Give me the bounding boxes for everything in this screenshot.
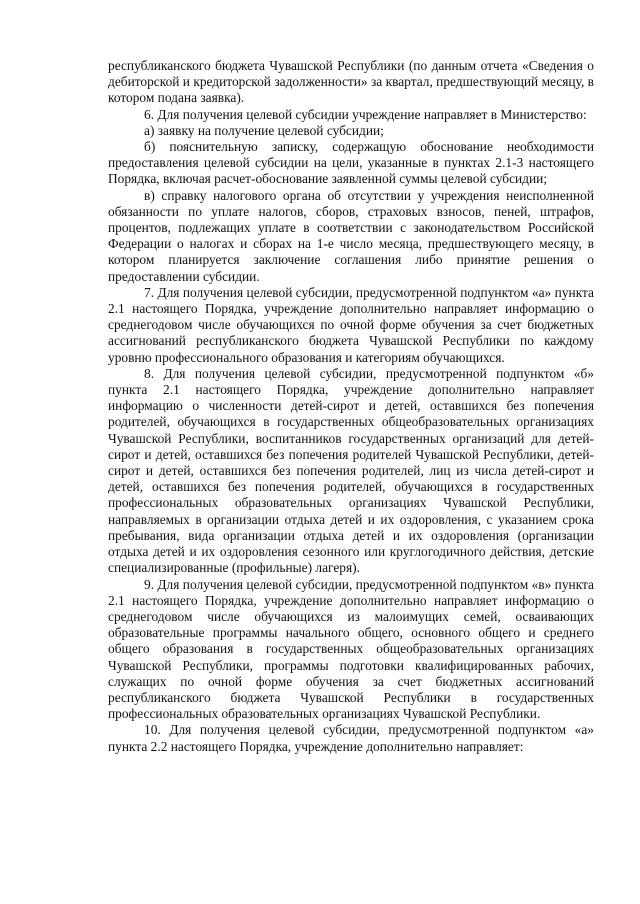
paragraph-item-9: 9. Для получения целевой субсидии, предусмотренной подпунктом «в» пункта 2.1 настоящего Порядка, учреждение дополнительно направляет информацию о среднегодовом числе обучающихся из малоимущих семей, осваивающих образовательные программы начального общего, основного общего и среднего общего образования в государственных общеобразовательных организациях Чувашской Республики, программы подготовки квалифицированных рабочих, служащих по очной форме обучения за счет бюджетных ассигнований республиканского бюджета Чувашской Республики в государственных профессиональных образовательных организациях Чувашской Республики. — [108, 576, 594, 722]
paragraph-subitem-v: в) справку налогового органа об отсутствии у учреждения неисполненной обязанности по уплате налогов, сборов, страховых взносов, пеней, штрафов, процентов, подлежащих уплате в соответствии с законодательством Российской Федерации о налогах и сборах на 1-е число месяца, предшествующего месяцу, в котором планируется заключение соглашения либо принятие решения о предоставлении субсидии. — [108, 187, 594, 284]
paragraph-item-10: 10. Для получения целевой субсидии, предусмотренной подпунктом «а» пункта 2.2 настоящего Порядка, учреждение дополнительно направляет: — [108, 722, 594, 754]
paragraph-subitem-a: а) заявку на получение целевой субсидии; — [144, 122, 384, 138]
paragraph-item-8: 8. Для получения целевой субсидии, предусмотренной подпунктом «б» пункта 2.1 настоящего Порядка, учреждение дополнительно направляет информацию о численности детей-сирот и детей, оставшихся без попечения родителей, обучающихся в государственных общеобразовательных организациях Чувашской Республики, воспитанников государственных организаций для детей-сирот и детей, оставшихся без попечения родителей Чувашской Республики, детей-сирот и детей, оставшихся без попечения родителей, лиц из числа детей-сирот и детей, оставшихся без попечения родителей, обучающихся в государственных профессиональных образовательных организациях Чувашской Республики, направляемых в организации отдыха детей и их оздоровления, с указанием срока пребывания, вида организации отдыха детей и их оздоровления (организации отдыха детей и их оздоровления сезонного или круглогодичного действия, детские специализированные (профильные) лагеря). — [108, 365, 594, 576]
paragraph-continuation: республиканского бюджета Чувашской Республики (по данным отчета «Сведения о дебиторской и кредиторской задолженности» за квартал, предшествующий месяцу, в котором подана заявка). — [108, 58, 594, 106]
paragraph-item-7: 7. Для получения целевой субсидии, предусмотренной подпунктом «а» пункта 2.1 настоящего Порядка, учреждение дополнительно направляет информацию о среднегодовом числе обучающихся по очной форме обучения за счет бюджетных ассигнований республиканского бюджета Чувашской Республики по каждому уровню профессионального образования и категориям обучающихся. — [108, 284, 594, 365]
paragraph-subitem-b: б) пояснительную записку, содержащую обоснование необходимости предоставления целевой субсидии на цели, указанные в пунктах 2.1-3 настоящего Порядка, включая расчет-обоснование заявленной суммы целевой субсидии; — [108, 139, 594, 187]
document-page — [108, 58, 594, 755]
paragraph-item-6: 6. Для получения целевой субсидии учреждение направляет в Министерство: — [144, 106, 587, 122]
